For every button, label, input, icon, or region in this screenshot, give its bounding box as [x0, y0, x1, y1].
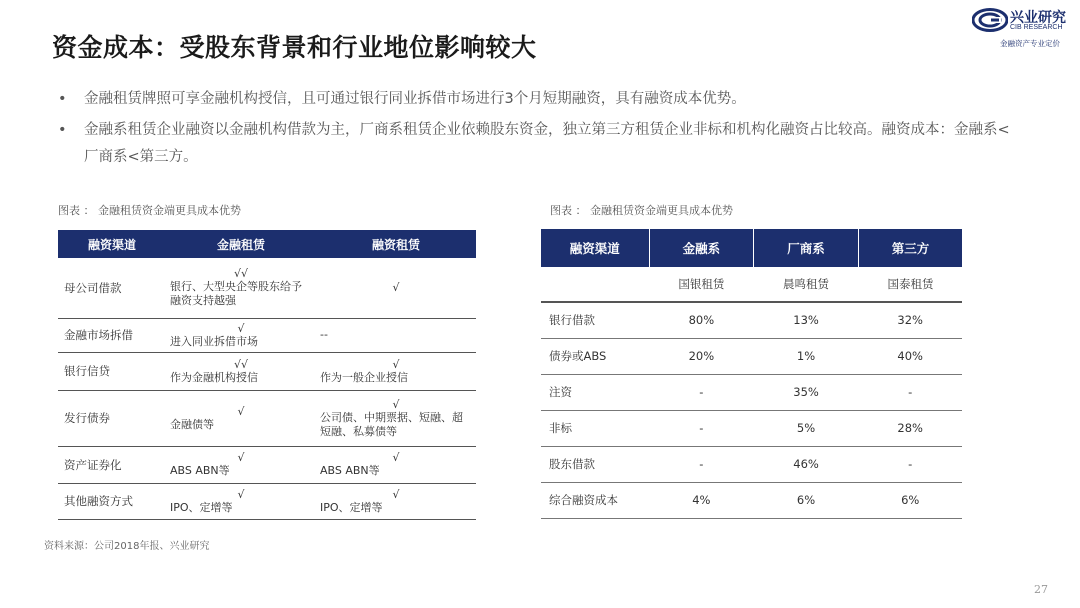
bullet-text: 金融租赁牌照可享金融机构授信，且可通过银行同业拆借市场进行3个月短期融资，具有融资成本优势。 — [84, 91, 746, 107]
logo-chinese-name: 兴业研究 — [1010, 10, 1066, 26]
check-mark: √ — [237, 321, 245, 335]
header-channel: 融资渠道 — [541, 229, 649, 267]
company-cell: 国银租赁 — [649, 267, 754, 302]
cell-text: IPO、定增等 — [170, 500, 233, 514]
financing-channel-table — [58, 230, 476, 520]
channel-cell: 债券或ABS — [541, 338, 649, 374]
value-cell: 4% — [649, 482, 754, 518]
value-cell: 46% — [754, 446, 859, 482]
table-header-row — [58, 230, 476, 258]
value-cell: 35% — [754, 374, 859, 410]
table-row — [58, 390, 476, 446]
channel-cell: 金融市场拆借 — [58, 318, 166, 352]
financing-structure-table — [541, 229, 962, 519]
table-row — [541, 482, 962, 518]
cell-text: 作为金融机构授信 — [170, 370, 258, 384]
logo-english-name: CIB RESEARCH — [1010, 24, 1063, 31]
value-cell: 6% — [858, 482, 962, 518]
cib-logo-icon — [972, 8, 1008, 32]
check-mark: √ — [237, 451, 245, 464]
cell-text: 作为一般企业授信 — [320, 370, 408, 384]
header-manufacturer-system: 厂商系 — [754, 229, 859, 267]
table-header-row — [541, 229, 962, 267]
finance-leasing-cell — [316, 483, 476, 519]
table-row — [541, 374, 962, 410]
check-mark: √ — [392, 357, 400, 371]
bullet-item — [58, 117, 1018, 171]
financial-leasing-cell — [166, 390, 316, 446]
cell-text: 进入同业拆借市场 — [170, 334, 258, 348]
check-mark: √ — [237, 487, 245, 501]
cell-text: 银行、大型央企等股东给予融资支持越强 — [170, 280, 302, 308]
channel-cell: 母公司借款 — [58, 258, 166, 318]
finance-leasing-cell — [316, 258, 476, 318]
cell-text: IPO、定增等 — [320, 500, 383, 514]
check-mark: √ — [392, 451, 400, 464]
bullet-text: 金融系租赁企业融资以金融机构借款为主，厂商系租赁企业依赖股东资金，独立第三方租赁企业非标和机构化融资占比较高。融资成本：金融系<厂商系<第三方。 — [84, 122, 1010, 165]
cell-text: 公司债、中期票据、短融、超短融、私募债等 — [320, 410, 463, 438]
company-cell: 国泰租赁 — [858, 267, 962, 302]
company-row — [541, 267, 962, 302]
financial-leasing-cell — [166, 352, 316, 390]
header-financial-system: 金融系 — [649, 229, 754, 267]
bullet-list — [58, 86, 1018, 175]
check-mark: √ — [392, 487, 400, 501]
page-title: 资金成本：受股东背景和行业地位影响较大 — [52, 33, 537, 62]
company-label-cell — [541, 267, 649, 302]
value-cell: 6% — [754, 482, 859, 518]
financial-leasing-cell — [166, 258, 316, 318]
channel-cell: 银行信贷 — [58, 352, 166, 390]
finance-leasing-cell — [316, 352, 476, 390]
value-cell: - — [858, 374, 962, 410]
value-cell: 5% — [754, 410, 859, 446]
channel-cell: 其他融资方式 — [58, 483, 166, 519]
company-cell: 晨鸣租赁 — [754, 267, 859, 302]
check-mark: √√ — [233, 357, 249, 371]
table-row — [58, 446, 476, 483]
check-mark: √√ — [233, 267, 249, 281]
table-row — [541, 446, 962, 482]
value-cell: 13% — [754, 302, 859, 338]
dash-mark: -- — [320, 328, 328, 341]
table-row — [58, 258, 476, 318]
value-cell: 28% — [858, 410, 962, 446]
bullet-item — [58, 86, 1018, 113]
value-cell: - — [858, 446, 962, 482]
channel-cell: 股东借款 — [541, 446, 649, 482]
value-cell: - — [649, 446, 754, 482]
cib-logo — [972, 6, 1076, 48]
check-mark: √ — [237, 404, 245, 418]
header-finance-leasing: 融资租赁 — [316, 230, 476, 258]
value-cell: 80% — [649, 302, 754, 338]
channel-cell: 综合融资成本 — [541, 482, 649, 518]
table-row — [541, 338, 962, 374]
value-cell: 40% — [858, 338, 962, 374]
value-cell: 20% — [649, 338, 754, 374]
right-table-caption: 图表 ： 金融租赁资金端更具成本优势 — [550, 204, 733, 217]
cell-text: 金融债等 — [170, 417, 214, 431]
financial-leasing-cell — [166, 446, 316, 483]
left-table-caption: 图表 ： 金融租赁资金端更具成本优势 — [58, 204, 241, 217]
finance-leasing-cell — [316, 318, 476, 352]
header-channel: 融资渠道 — [58, 230, 166, 258]
check-mark: √ — [392, 281, 400, 295]
table-row — [58, 318, 476, 352]
channel-cell: 发行债券 — [58, 390, 166, 446]
finance-leasing-cell — [316, 446, 476, 483]
logo-tagline: 金融资产专业定价 — [1000, 39, 1060, 48]
value-cell: 1% — [754, 338, 859, 374]
cell-text: ABS ABN等 — [320, 464, 380, 477]
header-third-party: 第三方 — [858, 229, 962, 267]
source-note: 资料来源：公司2018年报、兴业研究 — [44, 541, 210, 552]
financial-leasing-cell — [166, 483, 316, 519]
channel-cell: 资产证券化 — [58, 446, 166, 483]
table-row — [58, 483, 476, 519]
finance-leasing-cell — [316, 390, 476, 446]
table-row — [541, 410, 962, 446]
value-cell: - — [649, 374, 754, 410]
bullet-dot-icon: • — [58, 91, 67, 107]
header-financial-leasing: 金融租赁 — [166, 230, 316, 258]
table-row — [541, 302, 962, 338]
page-number: 27 — [1034, 583, 1048, 596]
table-row — [58, 352, 476, 390]
channel-cell: 非标 — [541, 410, 649, 446]
financial-leasing-cell — [166, 318, 316, 352]
cell-text: ABS ABN等 — [170, 464, 230, 477]
check-mark: √ — [392, 397, 400, 411]
channel-cell: 注资 — [541, 374, 649, 410]
value-cell: 32% — [858, 302, 962, 338]
bullet-dot-icon: • — [58, 122, 67, 138]
channel-cell: 银行借款 — [541, 302, 649, 338]
value-cell: - — [649, 410, 754, 446]
